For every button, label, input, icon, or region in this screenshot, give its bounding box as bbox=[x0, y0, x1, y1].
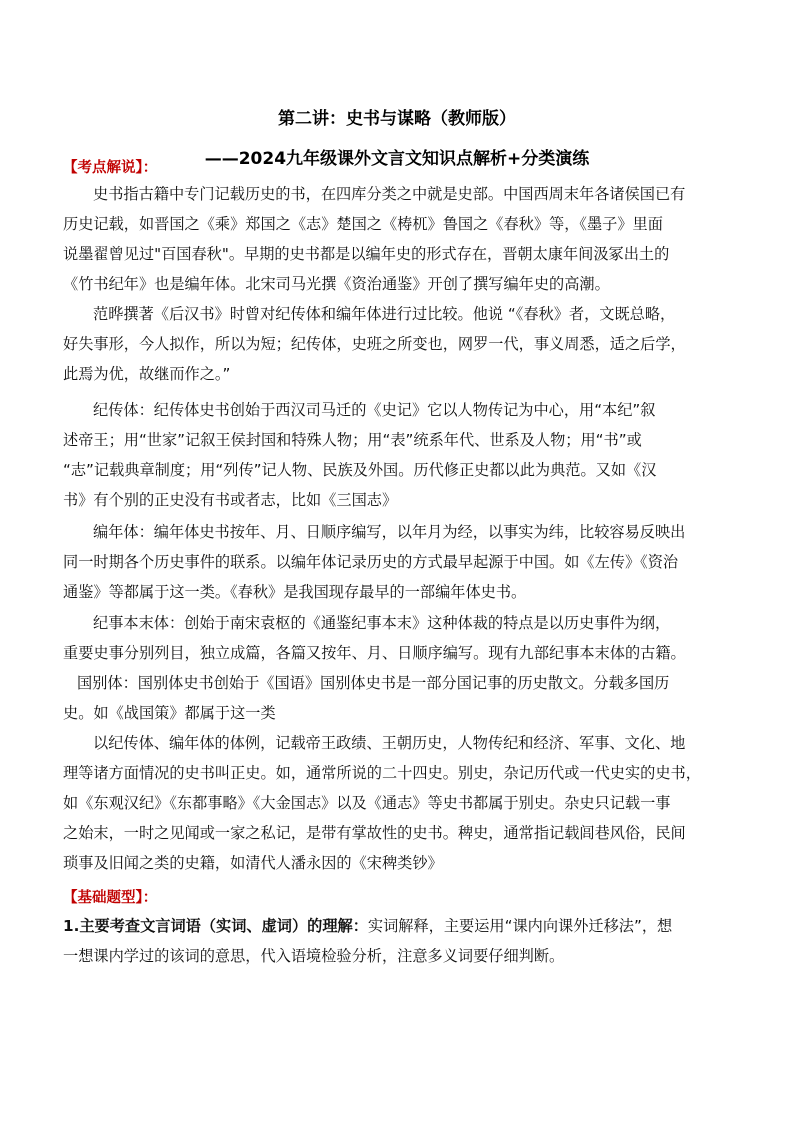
paragraph-line: 如《东观汉纪》《东都事略》《大金国志》以及《通志》等史书都属于别史。杂史只记载一事 bbox=[63, 794, 671, 812]
paragraph-line: 纪事本末体：创始于南宋袁枢的《通鉴纪事本末》这种体裁的特点是以历史事件为纲， bbox=[93, 614, 671, 632]
paragraph-line: 历史记载，如晋国之《乘》郑国之《志》楚国之《梼杌》鲁国之《春秋》等，《墨子》里面 bbox=[63, 215, 663, 233]
section-heading-kaodian: 【考点解说】： bbox=[63, 160, 158, 176]
paragraph-line: 书》有个别的正史没有书或者志，比如《三国志》 bbox=[63, 491, 398, 509]
paragraph-line: 述帝王；用“世家”记叙王侯封国和特殊人物；用“表”统系年代、世系及人物；用“书”或 bbox=[63, 431, 642, 449]
paragraph-line: 琐事及旧闻之类的史籍，如清代人潘永因的《宋稗类钞》 bbox=[63, 854, 443, 872]
paragraph-line: 说墨翟曾见过"百国春秋"。早期的史书都是以编年史的形式存在，晋朝太康年间汲冢出土的 bbox=[63, 245, 670, 263]
paragraph-line: 之始末，一时之见闻或一家之私记，是带有掌故性的史书。稗史，通常指记载闾巷风俗，民间 bbox=[63, 824, 686, 842]
paragraph-line: 理等诸方面情况的史书叫正史。如，通常所说的二十四史。别史，杂记历代或一代史实的史书， bbox=[63, 764, 701, 782]
question-type-text: 实词解释，主要运用“课内向课外迁移法”，想 bbox=[367, 917, 673, 935]
paragraph-line: 史书指古籍中专门记载历史的书，在四库分类之中就是史部。中国西周末年各诸侯国已有 bbox=[93, 185, 686, 203]
paragraph-line: 同一时期各个历史事件的联系。以编年体记录历史的方式最早起源于中国。如《左传》《资治 bbox=[63, 553, 679, 571]
question-type-lead: 1.主要考查文言词语（实词、虚词）的理解： bbox=[63, 917, 368, 935]
paragraph-line: 纪传体：纪传体史书创始于西汉司马迁的《史记》它以人物传记为中心，用“本纪”叙 bbox=[93, 401, 656, 419]
paragraph-line: 范晔撰著《后汉书》时曾对纪传体和编年体进行过比较。他说 “《春秋》者，文既总略， bbox=[93, 305, 676, 323]
paragraph-line: 史。如《战国策》都属于这一类 bbox=[63, 704, 276, 722]
document-title: 第二讲：史书与谋略（教师版） bbox=[278, 109, 516, 129]
question-type-item bbox=[63, 916, 672, 936]
paragraph-line: 重要史事分别列目，独立成篇，各篇又按年、月、日顺序编写。现有九部纪事本末体的古籍。 bbox=[63, 644, 686, 662]
paragraph-line: 编年体：编年体史书按年、月、日顺序编写，以年月为经，以事实为纬，比较容易反映出 bbox=[93, 523, 686, 541]
paragraph-line: 此焉为优，故继而作之。” bbox=[63, 365, 231, 383]
document-subtitle: ——2024九年级课外文言文知识点解析+分类演练 bbox=[204, 149, 590, 169]
paragraph-line: 好失事形，今人拟作，所以为短；纪传体，史班之所变也，网罗一代，事义周悉，适之后学， bbox=[63, 335, 686, 353]
paragraph-line: 通鉴》等都属于这一类。《春秋》是我国现存最早的一部编年体史书。 bbox=[63, 583, 527, 601]
paragraph-line: 国别体：国别体史书创始于《国语》国别体史书是一部分国记事的历史散文。分载多国历 bbox=[77, 674, 670, 692]
paragraph-line: 《竹书纪年》也是编年体。北宋司马光撰《资治通鉴》开创了撰写编年史的高潮。 bbox=[63, 275, 610, 293]
paragraph-line: 一想课内学过的该词的意思，代入语境检验分析，注意多义词要仔细判断。 bbox=[63, 947, 565, 965]
paragraph-line: 以纪传体、编年体的体例，记载帝王政绩、王朝历史，人物传纪和经济、军事、文化、地 bbox=[93, 734, 686, 752]
section-heading-jichu: 【基础题型】： bbox=[63, 890, 158, 906]
paragraph-line: “志”记载典章制度；用“列传”记人物、民族及外国。历代修正史都以此为典范。又如《汉 bbox=[63, 461, 657, 479]
